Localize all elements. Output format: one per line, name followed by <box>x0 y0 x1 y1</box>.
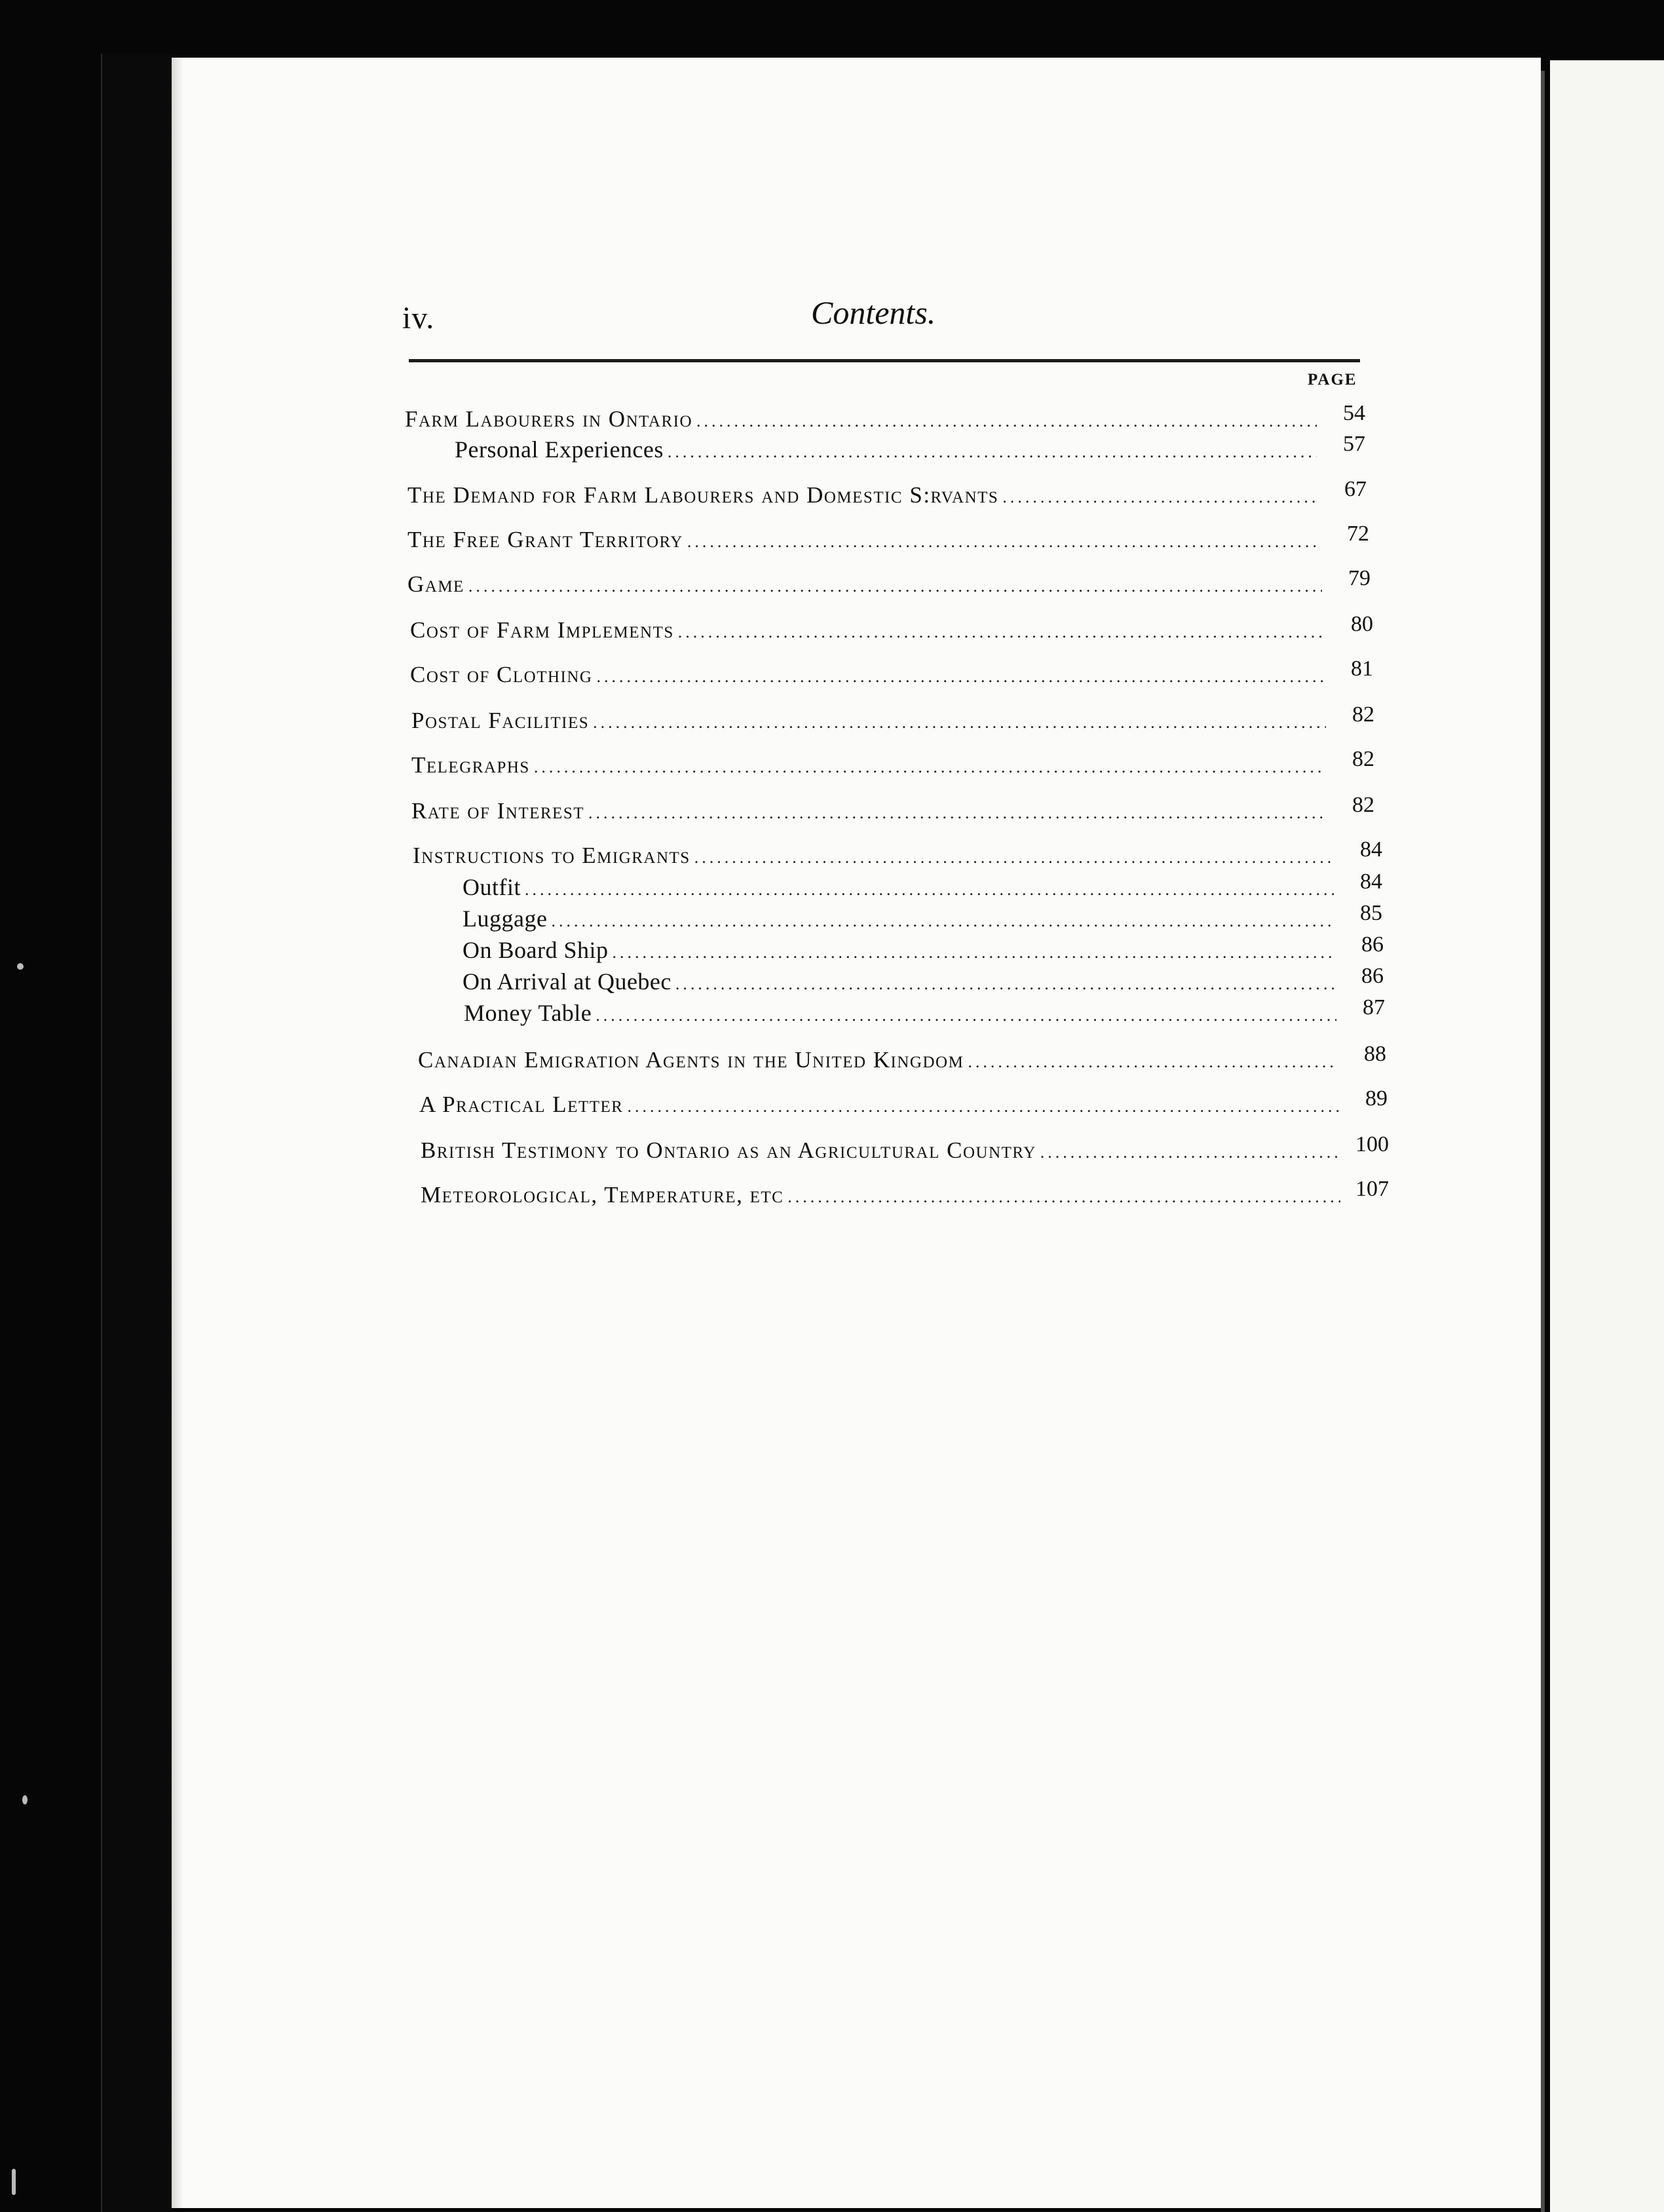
toc-entry <box>411 793 1374 826</box>
toc-entry-label: Farm Labourers in Ontario <box>405 406 693 432</box>
toc-entry-page: 82 <box>1352 702 1374 727</box>
toc-entry <box>463 932 1384 966</box>
dot-leader <box>675 971 1335 997</box>
dot-leader <box>696 408 1317 434</box>
toc-entry <box>413 837 1382 871</box>
scan-speck <box>12 2169 16 2195</box>
toc-entry-page: 86 <box>1361 932 1384 957</box>
page-title: Contents. <box>811 294 936 331</box>
toc-entry-label: Cost of Farm Implements <box>410 617 674 643</box>
adjacent-page-strip <box>1550 60 1664 2212</box>
scan-speck <box>22 1795 28 1804</box>
dot-leader <box>678 619 1325 645</box>
toc-entry-page: 82 <box>1352 747 1374 771</box>
toc-entry <box>411 702 1374 736</box>
toc-entry <box>419 1086 1388 1120</box>
toc-entry-label: Personal Experiences <box>455 436 664 463</box>
dot-leader <box>613 940 1336 966</box>
left-scan-margin <box>101 54 173 2212</box>
dot-leader <box>668 439 1317 465</box>
toc-entry-label: The Free Grant Territory <box>407 527 683 552</box>
toc-entry-label: Cost of Clothing <box>410 662 593 687</box>
toc-entry-label: Rate of Interest <box>411 798 584 824</box>
toc-entry-page: 88 <box>1364 1042 1386 1066</box>
toc-entry <box>410 657 1373 690</box>
dot-leader <box>525 877 1334 903</box>
toc-entry <box>421 1132 1389 1166</box>
dot-leader <box>596 1002 1336 1029</box>
toc-entry-page: 82 <box>1352 793 1374 817</box>
toc-entry <box>464 995 1385 1029</box>
toc-entry-page: 87 <box>1363 995 1385 1020</box>
dot-leader <box>551 908 1334 934</box>
toc-entry-label: A Practical Letter <box>419 1092 624 1117</box>
dot-leader <box>593 710 1326 736</box>
toc-entry <box>407 522 1369 555</box>
toc-entry <box>463 869 1382 903</box>
toc-entry-page: 89 <box>1365 1086 1388 1111</box>
toc-entry <box>463 901 1382 934</box>
toc-entry-label: The Demand for Farm Labourers and Domestic S:rvants <box>407 482 999 508</box>
toc-entry-label: On Arrival at Quebec <box>463 968 671 995</box>
page-column-label: PAGE <box>1308 371 1357 389</box>
toc-entry-page: 85 <box>1360 901 1382 925</box>
toc-entry-page: 107 <box>1355 1177 1389 1201</box>
toc-entry-label: British Testimony to Ontario as an Agricultural Country <box>421 1137 1036 1163</box>
toc-entry-page: 54 <box>1343 401 1365 425</box>
dot-leader <box>694 845 1334 871</box>
toc-entry-label: Money Table <box>464 1000 592 1026</box>
toc-entry-label: Canadian Emigration Agents in the United Kingdom <box>418 1047 964 1073</box>
toc-entry-page: 86 <box>1361 964 1384 988</box>
toc-entry-page: 57 <box>1343 432 1365 456</box>
dot-leader <box>588 800 1326 826</box>
dot-leader <box>968 1049 1338 1075</box>
dot-leader <box>1002 484 1318 510</box>
page-gutter-shadow <box>172 58 183 2208</box>
toc-entry-label: Postal Facilities <box>411 708 590 733</box>
toc-entry-page: 84 <box>1360 837 1382 862</box>
page-number: iv. <box>402 301 435 335</box>
toc-entry <box>421 1177 1389 1210</box>
toc-entry <box>418 1042 1386 1075</box>
dot-leader <box>1040 1139 1340 1166</box>
toc-entry-page: 84 <box>1360 869 1382 894</box>
toc-entry-page: 67 <box>1344 477 1367 501</box>
dot-leader <box>787 1184 1340 1210</box>
toc-entry <box>463 964 1384 997</box>
toc-entry-label: Game <box>407 571 464 597</box>
dot-leader <box>687 529 1321 555</box>
toc-entry-page: 80 <box>1351 612 1373 636</box>
toc-entry <box>407 477 1367 510</box>
toc-entry-label: Luggage <box>463 906 548 932</box>
toc-entry-label: Meteorological, Temperature, etc <box>421 1182 784 1208</box>
toc-entry-label: Telegraphs <box>411 752 530 778</box>
page-edge <box>1541 71 1545 2212</box>
toc-entry <box>411 747 1374 780</box>
dot-leader <box>534 754 1326 780</box>
toc-entry <box>410 612 1373 645</box>
toc-entry-page: 72 <box>1347 522 1369 546</box>
toc-entry-page: 79 <box>1348 566 1371 590</box>
dot-leader <box>468 573 1322 600</box>
toc-entry <box>405 401 1365 434</box>
toc-entry-label: Outfit <box>463 874 521 900</box>
toc-entry-page: 81 <box>1351 657 1373 681</box>
dot-leader <box>627 1094 1339 1120</box>
toc-entry-label: On Board Ship <box>463 937 609 963</box>
toc-entry-page: 100 <box>1355 1132 1389 1156</box>
dot-leader <box>596 664 1325 690</box>
toc-entry-label: Instructions to Emigrants <box>413 843 690 868</box>
scan-speck <box>17 963 24 970</box>
toc-entry <box>407 566 1371 600</box>
header-rule <box>409 359 1360 362</box>
toc-entry <box>455 432 1365 465</box>
